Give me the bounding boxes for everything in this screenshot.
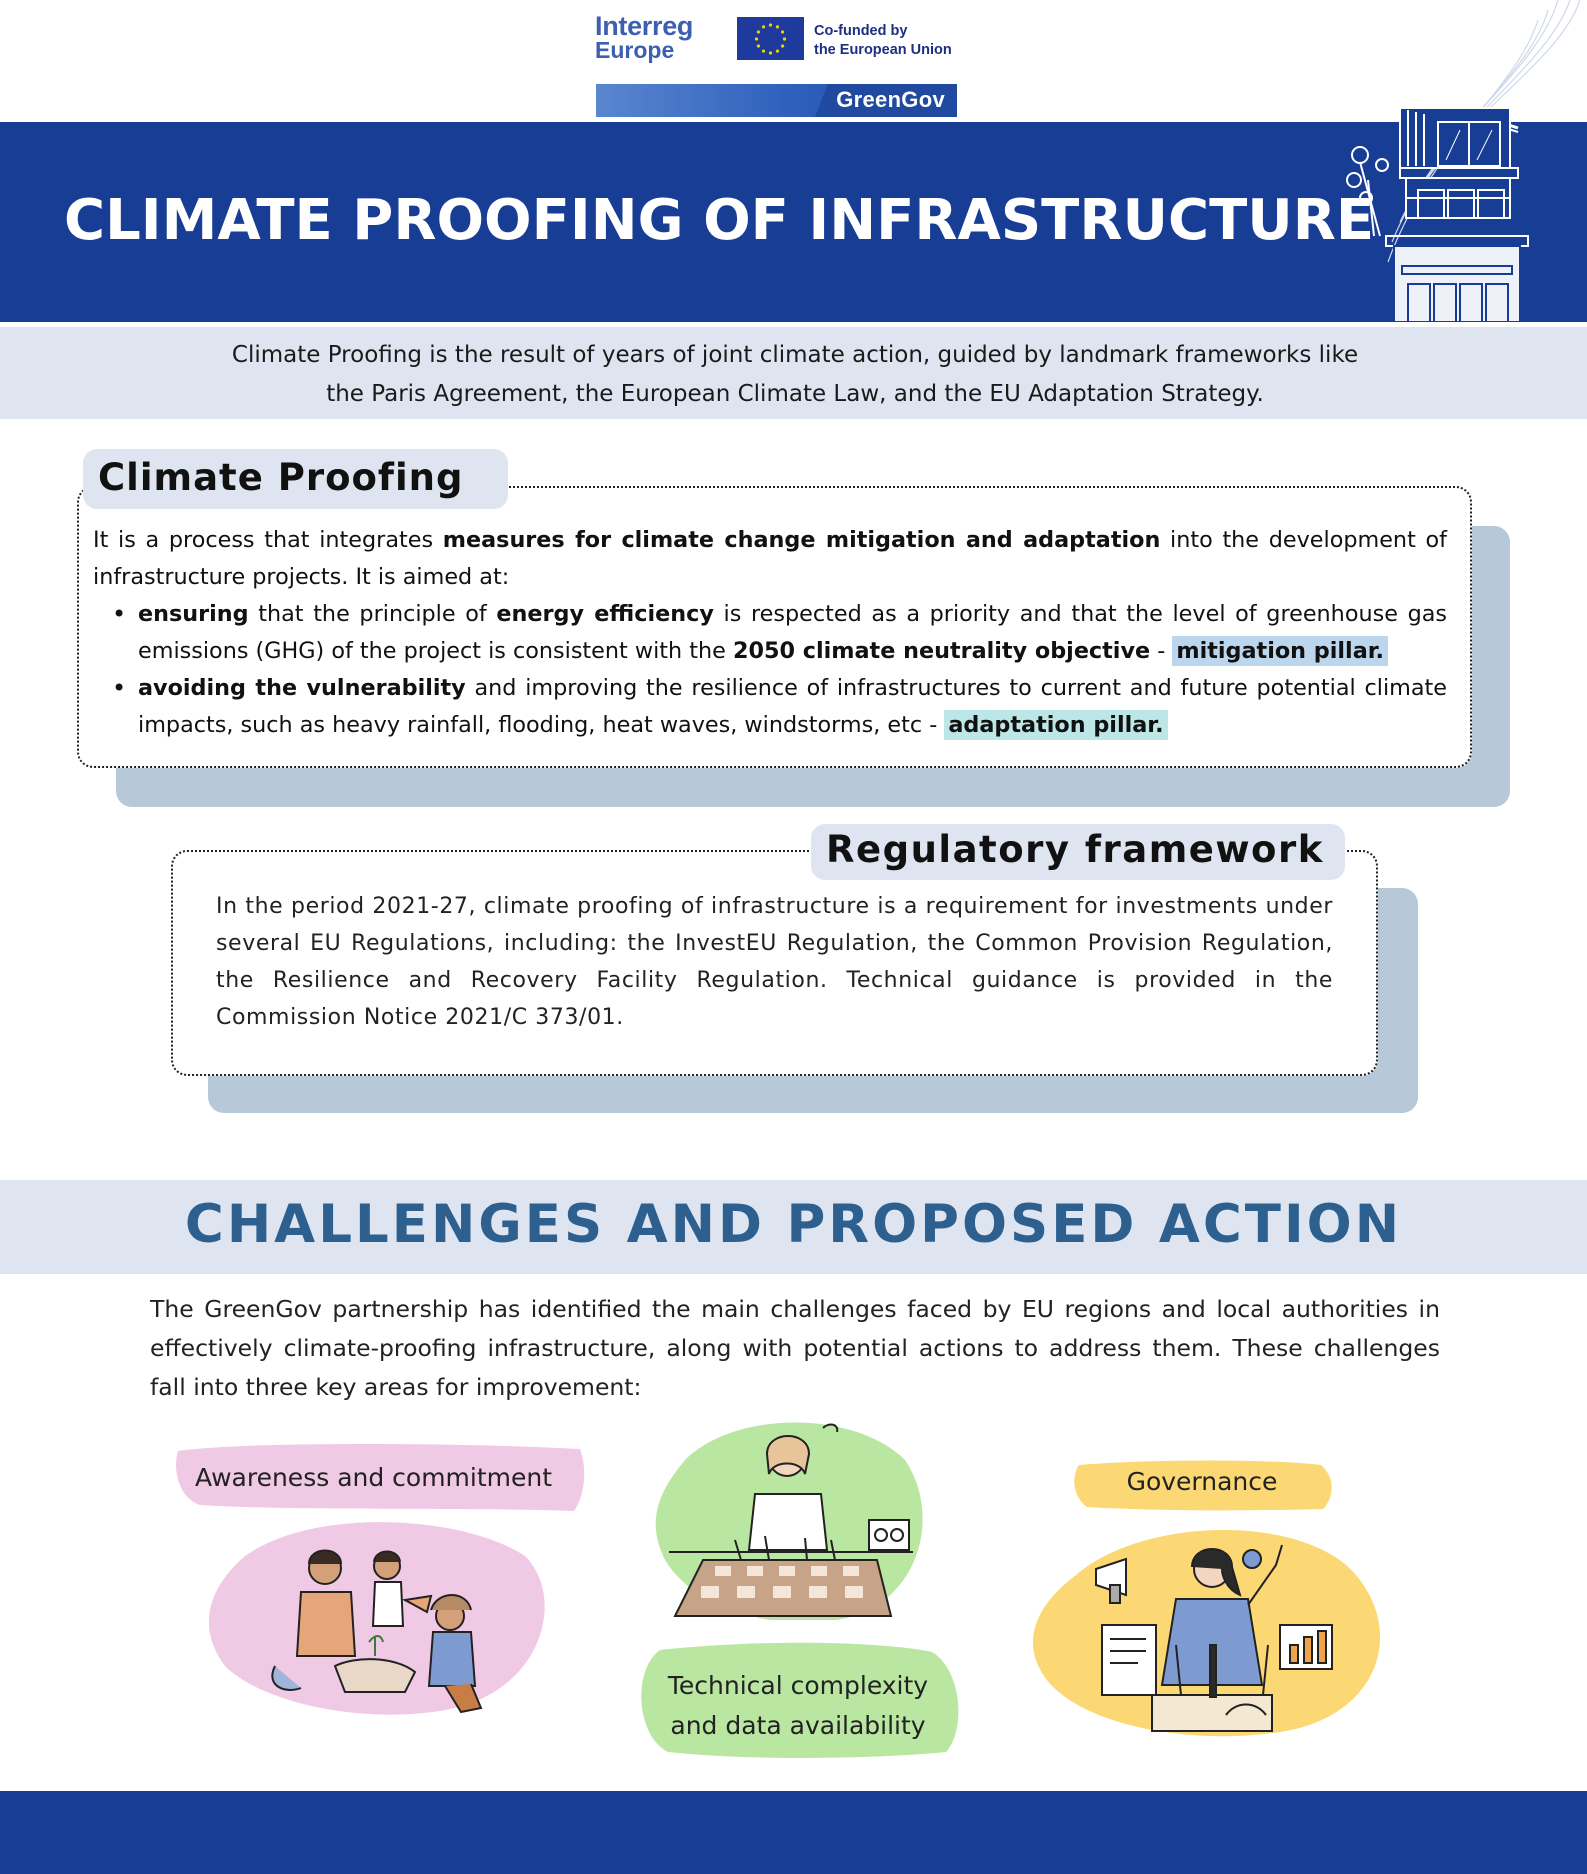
regulatory-heading: Regulatory framework	[826, 828, 1324, 871]
interreg-logo-line1: Interreg	[595, 11, 694, 41]
b2-b: and improving the resilience of infrastructures to current and future potential climate impacts, such as heavy rainfall, flooding, heat waves, windstorms, etc -	[138, 675, 1447, 738]
b1-d: is respected as a priority and that the level of greenhouse gas emissions (GHG) of the project is consistent with the	[138, 601, 1448, 664]
awareness-illustration-icon	[205, 1516, 549, 1716]
cp-text-b: measures for climate change mitigation and adaptation	[442, 527, 1161, 553]
intro-line-2: the Paris Agreement, the European Climate Law, and the EU Adaptation Strategy.	[326, 381, 1264, 407]
climate-proofing-definition	[93, 522, 1447, 596]
b1-b: that the principle of	[248, 601, 497, 627]
cp-text-c: into the development of infrastructure projects. It is aimed at:	[93, 527, 1447, 590]
intro-text	[150, 336, 1440, 414]
adaptation-pillar-tag: adaptation pillar.	[944, 710, 1167, 740]
interreg-europe-logo	[595, 11, 725, 63]
co-funded-label	[814, 22, 952, 60]
climate-proofing-heading: Climate Proofing	[98, 456, 464, 499]
b2-a: avoiding the vulnerability	[138, 675, 466, 701]
greengov-project-bar	[596, 84, 957, 117]
challenges-heading: CHALLENGES AND PROPOSED ACTION	[184, 1194, 1403, 1255]
footer-band	[0, 1791, 1587, 1874]
cp-text-a: It is a process that integrates	[93, 527, 443, 553]
b1-c: energy efficiency	[496, 601, 714, 627]
climate-proofing-body	[93, 522, 1447, 744]
page-title: CLIMATE PROOFING OF INFRASTRUCTURE	[64, 188, 1375, 253]
b1-f: -	[1150, 638, 1173, 664]
intro-line-1: Climate Proofing is the result of years of joint climate action, guided by landmark frameworks like	[231, 342, 1359, 368]
technical-label-line1: Technical complexity	[667, 1671, 929, 1700]
cofund-line2: the European Union	[814, 42, 952, 58]
b1-a: ensuring	[138, 601, 249, 627]
governance-illustration-icon	[1026, 1525, 1390, 1737]
technical-illustration-icon	[655, 1420, 927, 1620]
awareness-label: Awareness and commitment	[195, 1463, 553, 1492]
technical-label-line2: and data availability	[670, 1711, 926, 1740]
eu-flag-icon	[737, 17, 804, 60]
list-item	[93, 596, 1447, 670]
greengov-label: GreenGov	[836, 87, 945, 112]
governance-label: Governance	[1126, 1467, 1278, 1496]
building-illustration-icon	[1270, 0, 1587, 322]
mitigation-pillar-tag: mitigation pillar.	[1172, 636, 1388, 666]
b1-e: 2050 climate neutrality objective	[732, 638, 1151, 664]
technical-label	[632, 1666, 964, 1746]
challenges-text: The GreenGov partnership has identified the main challenges faced by EU regions and local authorities in effectively climate-proofing infrastructure, along with potential actions to address them. These challenges fall into three key areas for improvement:	[150, 1295, 1440, 1401]
cofund-line1: Co-funded by	[814, 23, 908, 39]
interreg-logo-line2: Europe	[595, 37, 675, 63]
regulatory-text: In the period 2021-27, climate proofing of infrastructure is a requirement for investments under several EU Regulations, including: the InvestEU Regulation, the Common Provision Regulation, the Resilience and Recovery Facility Regulation. Technical guidance is provided in the Commission Notice 2021/C 373/01.	[216, 894, 1333, 1030]
climate-proofing-aims	[93, 596, 1447, 744]
list-item	[93, 670, 1447, 744]
